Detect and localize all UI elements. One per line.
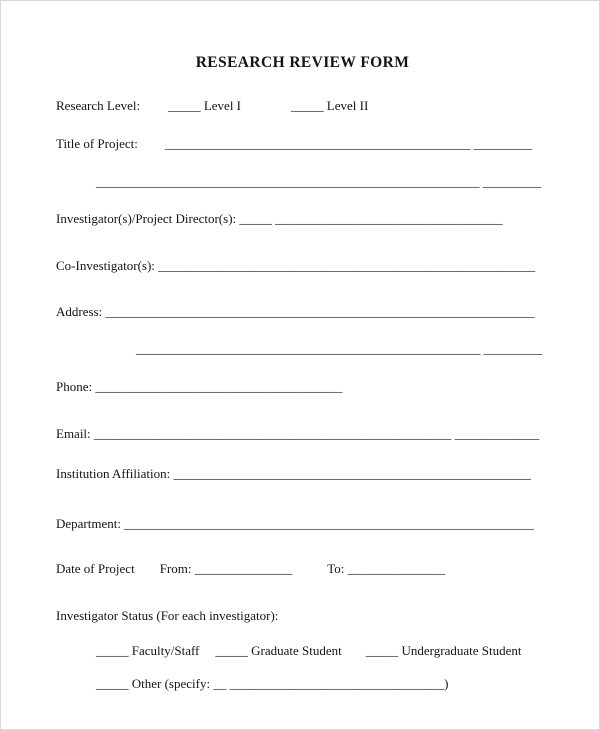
title-of-project-label: Title of Project: [56,136,138,151]
field-co-investigators [56,257,549,274]
date-to-blank[interactable]: _______________ [347,561,446,576]
phone-blank[interactable]: ______________________________________ [95,379,343,394]
field-investigator-status [56,607,549,624]
research-level-1-blank[interactable]: _____ [168,98,201,113]
other-label: Other (specify: [131,676,211,691]
phone-label: Phone: [56,379,93,394]
date-to-label: To: [327,561,345,576]
other-specify-blank[interactable]: __ _________________________________ [213,676,445,691]
address-blank-1[interactable]: __________________________________________________________________ [105,304,535,319]
research-level-1-label: Level I [203,98,242,113]
field-email [56,425,549,442]
research-level-2-label: Level II [326,98,369,113]
field-institution-affiliation [56,465,549,482]
undergraduate-student-label: Undergraduate Student [401,643,522,658]
graduate-student-label: Graduate Student [251,643,342,658]
investigator-status-label: Investigator Status (For each investigator): [56,608,279,623]
co-investigators-label: Co-Investigator(s): [56,258,155,273]
field-title-of-project [56,135,549,152]
email-label: Email: [56,426,91,441]
research-level-2-blank[interactable]: _____ [291,98,324,113]
title-of-project-blank-1[interactable]: _______________________________________________ _________ [164,136,533,151]
date-from-blank[interactable]: _______________ [194,561,293,576]
institution-affiliation-blank[interactable]: _______________________________________________________ [173,466,531,481]
investigators-label: Investigator(s)/Project Director(s): [56,211,237,226]
institution-affiliation-label: Institution Affiliation: [56,466,171,481]
other-close-paren: ) [444,676,449,691]
co-investigators-blank[interactable]: __________________________________________________________ [158,258,536,273]
other-blank[interactable]: _____ [96,676,129,691]
field-phone [56,378,549,395]
title-of-project-blank-2[interactable]: ___________________________________________________________ _________ [96,174,542,189]
address-blank-2[interactable]: _____________________________________________________ _________ [136,341,543,356]
investigator-status-other [56,675,549,692]
form-title: RESEARCH REVIEW FORM [195,54,410,71]
department-label: Department: [56,516,121,531]
field-department [56,515,549,532]
undergraduate-student-blank[interactable]: _____ [365,643,399,658]
email-blank[interactable]: _______________________________________________________ _____________ [93,426,540,441]
field-address-cont [56,340,549,357]
faculty-staff-label: Faculty/Staff [131,643,200,658]
date-of-project-label: Date of Project [56,561,135,576]
faculty-staff-blank[interactable]: _____ [96,643,129,658]
department-blank[interactable]: _______________________________________________________________ [124,516,534,531]
field-date-of-project [56,560,549,577]
field-investigators [56,210,549,227]
graduate-student-blank[interactable]: _____ [215,643,248,658]
address-label: Address: [56,304,103,319]
field-research-level [56,97,549,114]
field-title-of-project-cont [56,173,549,190]
research-level-label: Research Level: [56,98,141,113]
field-address [56,303,549,320]
date-from-label: From: [159,561,192,576]
investigator-status-options [56,642,549,659]
investigators-blank[interactable]: _____ ___________________________________ [239,211,503,226]
